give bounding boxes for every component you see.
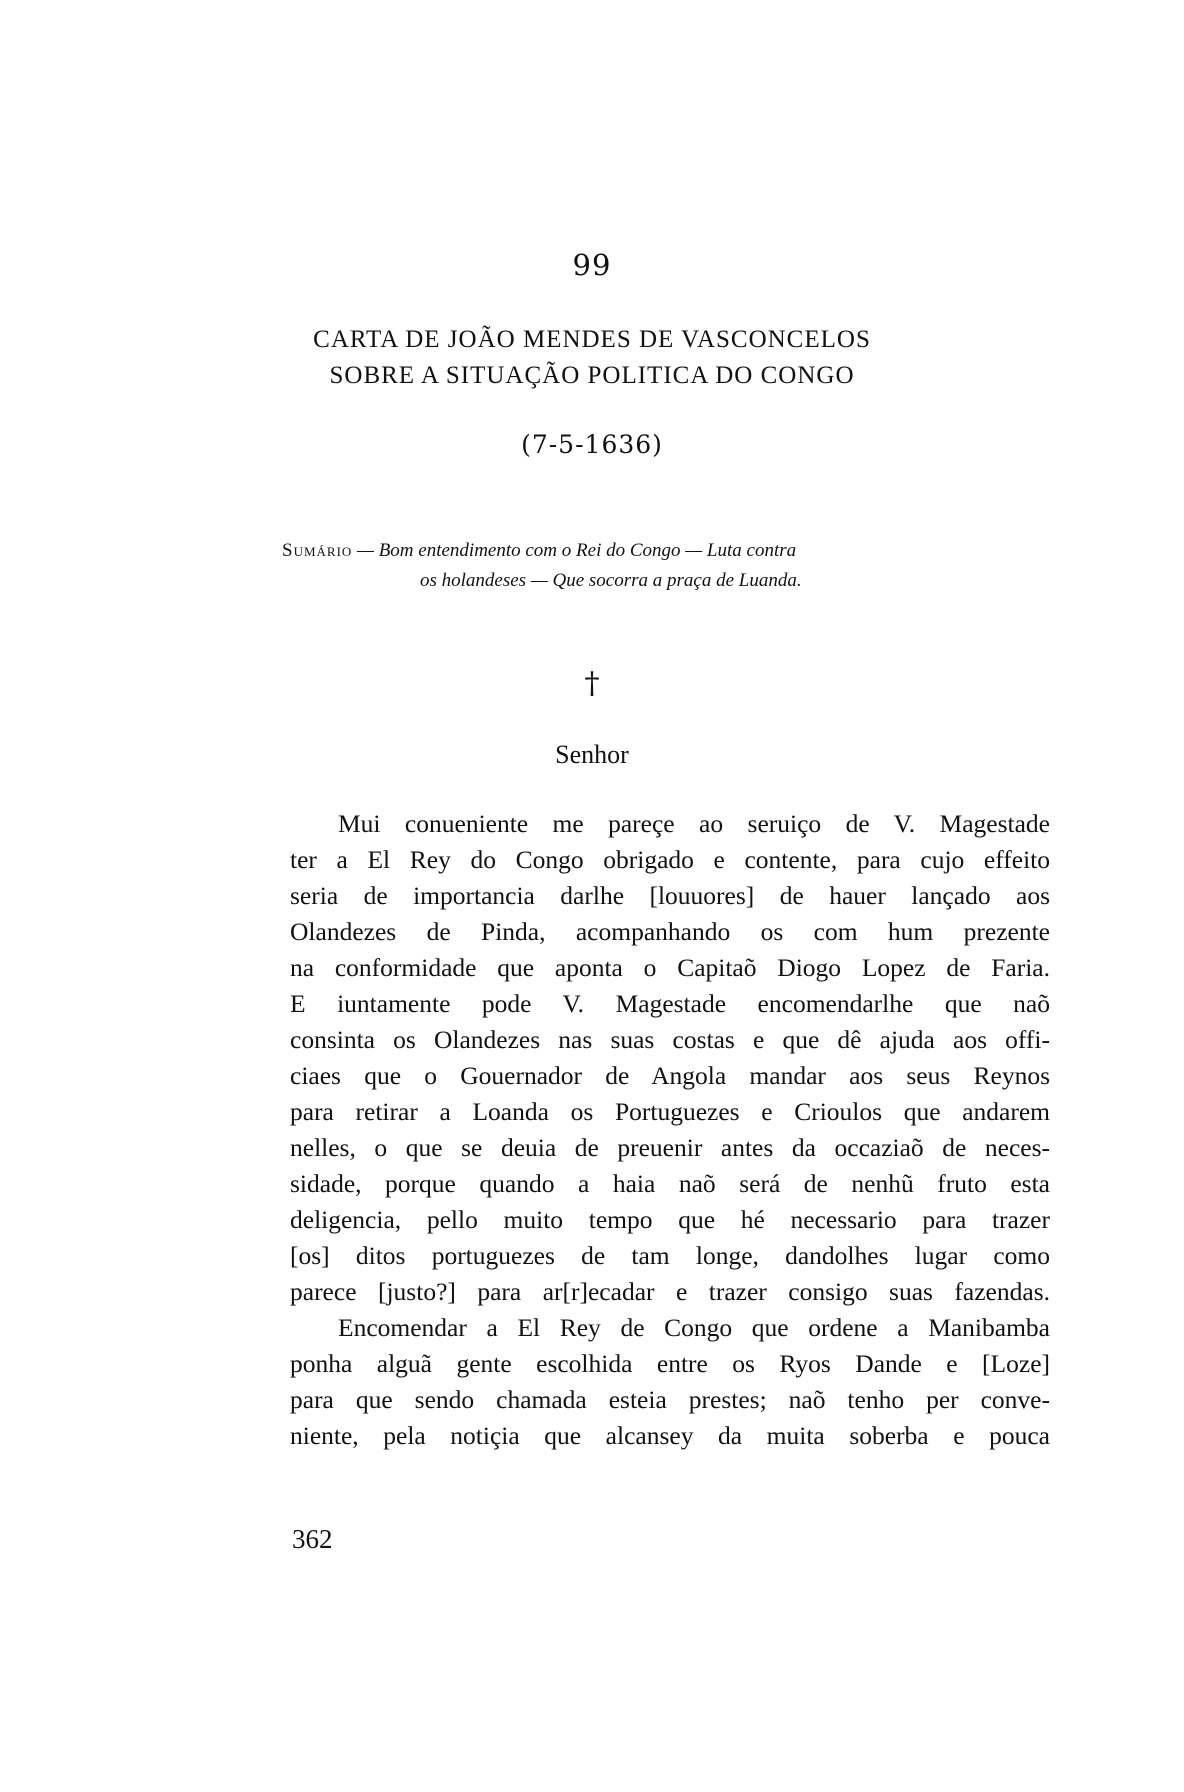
body-line: consinta os Olandezes nas suas costas e que dê ajuda aos offi- — [290, 1025, 1050, 1054]
summary-label: Sumário — [282, 540, 353, 561]
body-line: nelles, o que se deuia de preuenir antes da occaziaõ de neces- — [290, 1133, 1050, 1162]
body-line: parece [justo?] para ar[r]ecadar e trazer consigo suas fazendas. — [290, 1277, 1050, 1306]
document-date: (7-5-1636) — [521, 430, 663, 459]
summary-line-2: os holandeses — Que socorra a praça de Luanda. — [420, 570, 802, 591]
body-line: niente, pela notiçia que alcansey da muita soberba e pouca — [290, 1421, 1050, 1450]
body-line: ciaes que o Gouernador de Angola mandar aos seus Reynos — [290, 1061, 1050, 1090]
body-line: para retirar a Loanda os Portuguezes e Crioulos que andarem — [290, 1097, 1050, 1126]
body-line: seria de importancia darlhe [louuores] de hauer lançado aos — [290, 881, 1050, 910]
page-number: 362 — [292, 1524, 333, 1554]
summary-block — [282, 536, 1062, 596]
body-line: na conformidade que aponta o Capitaõ Diogo Lopez de Faria. — [290, 953, 1050, 982]
document-number: 99 — [572, 248, 612, 282]
title-line-1: CARTA DE JOÃO MENDES DE VASCONCELOS — [313, 326, 871, 353]
cross-symbol: † — [584, 666, 600, 701]
summary-line-1: — Bom entendimento com o Rei do Congo — Luta contra — [357, 540, 797, 561]
body-line: [os] ditos portuguezes de tam longe, dandolhes lugar como — [290, 1241, 1050, 1270]
body-line: E iuntamente pode V. Magestade encomendarlhe que naõ — [290, 989, 1050, 1018]
body-line: deligencia, pello muito tempo que hé necessario para trazer — [290, 1205, 1050, 1234]
body-line: Mui conueniente me pareçe ao seruiço de V. Magestade — [338, 809, 1050, 838]
body-line: Encomendar a El Rey de Congo que ordene a Manibamba — [338, 1313, 1050, 1342]
body-line: ponha alguã gente escolhida entre os Ryos Dande e [Loze] — [290, 1349, 1050, 1378]
body-line: sidade, porque quando a haia naõ será de nenhũ fruto esta — [290, 1169, 1050, 1198]
body-line: para que sendo chamada esteia prestes; naõ tenho per conve- — [290, 1385, 1050, 1414]
title-line-2: SOBRE A SITUAÇÃO POLITICA DO CONGO — [329, 362, 855, 389]
document-title — [0, 322, 1184, 394]
body-line: Olandezes de Pinda, acompanhando os com hum prezente — [290, 917, 1050, 946]
salutation: Senhor — [555, 740, 629, 769]
letter-body — [290, 806, 1050, 1454]
body-line: ter a El Rey do Congo obrigado e contente, para cujo effeito — [290, 845, 1050, 874]
